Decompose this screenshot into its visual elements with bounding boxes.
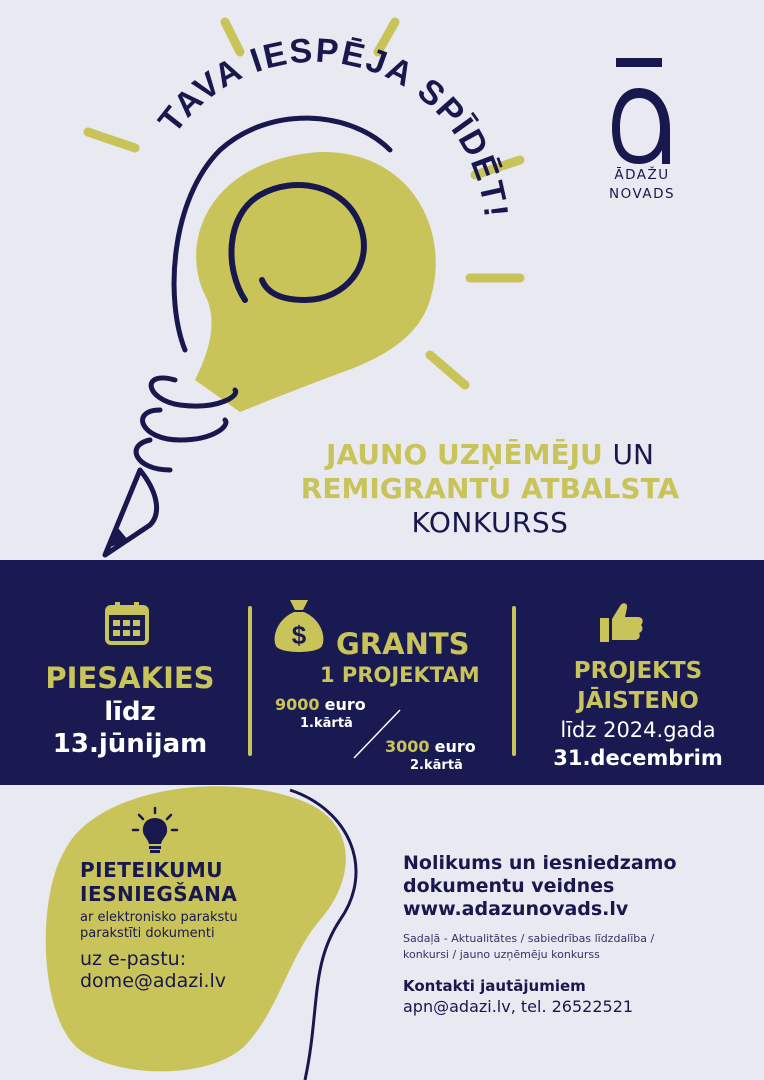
- title-part2: UN: [612, 438, 654, 471]
- project-block: [528, 656, 748, 772]
- grant-round2: [385, 737, 505, 775]
- submission-email: dome@adazi.lv: [80, 970, 227, 992]
- project-line2: JĀISTENO: [577, 688, 699, 714]
- apply-date: 13.jūnijam: [52, 729, 208, 759]
- logo-line1: ĀDAŽU: [614, 167, 670, 183]
- divider-right: [512, 606, 516, 756]
- info-contact-head: Kontakti jautājumiem: [403, 977, 586, 995]
- submission-head2: IESNIEGŠANA: [80, 882, 238, 906]
- grant-unit2: euro: [434, 737, 476, 756]
- apply-block: [30, 660, 230, 760]
- project-line4: 31.decembrim: [553, 746, 723, 770]
- info-block: [403, 852, 743, 1016]
- bulb-shape: [195, 152, 436, 412]
- submission-small: [80, 910, 330, 942]
- submission-head1: PIETEIKUMU: [80, 858, 224, 882]
- grant-unit1: euro: [324, 695, 366, 714]
- grant-amount2: 3000: [385, 737, 430, 756]
- grant-round2-label: 2.kārtā: [410, 758, 463, 773]
- info-head2: dokumentu veidnes: [403, 875, 615, 897]
- grant-label: GRANTS: [336, 627, 470, 661]
- title-part4: KONKURSS: [411, 506, 569, 539]
- grant-round1-label: 1.kārtā: [300, 716, 353, 731]
- submission-email-label: uz e-pastu:: [80, 948, 187, 970]
- info-path: [403, 931, 743, 963]
- submission-small2: parakstīti dokumenti: [80, 926, 215, 941]
- info-path1: Sadaļā - Aktualitātes / sabiedrības līdzdalība /: [403, 932, 655, 945]
- calendar-icon: [104, 600, 150, 646]
- logo-line2: NOVADS: [608, 186, 676, 202]
- adazi-logo-icon: [606, 58, 672, 168]
- headline-arc: TAVA IESPĒJA SPĪDĒT!: [151, 31, 516, 221]
- title-part3: REMIGRANTU ATBALSTA: [300, 472, 680, 505]
- grant-block: [320, 627, 500, 689]
- apply-label: PIESAKIES: [45, 661, 215, 695]
- info-contact: apn@adazi.lv, tel. 26522521: [403, 997, 634, 1016]
- thumbs-up-icon: [598, 598, 644, 644]
- contest-title: [250, 438, 730, 540]
- svg-text:$: $: [291, 620, 307, 650]
- submission-block: [80, 858, 330, 992]
- grant-amount1: 9000: [275, 695, 320, 714]
- apply-line2: līdz: [104, 697, 156, 727]
- lightbulb-icon: [130, 806, 180, 856]
- title-part1: JAUNO UZŅĒMĒJU: [326, 438, 603, 471]
- divider-left: [248, 606, 252, 756]
- project-line3: līdz 2024.gada: [560, 718, 716, 742]
- logo-text: [596, 166, 688, 204]
- grant-line2: 1 PROJEKTAM: [320, 663, 480, 687]
- info-path2: konkursi / jauno uzņēmēju konkurss: [403, 948, 600, 961]
- info-website: www.adazunovads.lv: [403, 898, 629, 920]
- info-head1: Nolikums un iesniedzamo: [403, 852, 677, 874]
- submission-small1: ar elektronisko parakstu: [80, 910, 238, 925]
- project-line1: PROJEKTS: [573, 658, 703, 684]
